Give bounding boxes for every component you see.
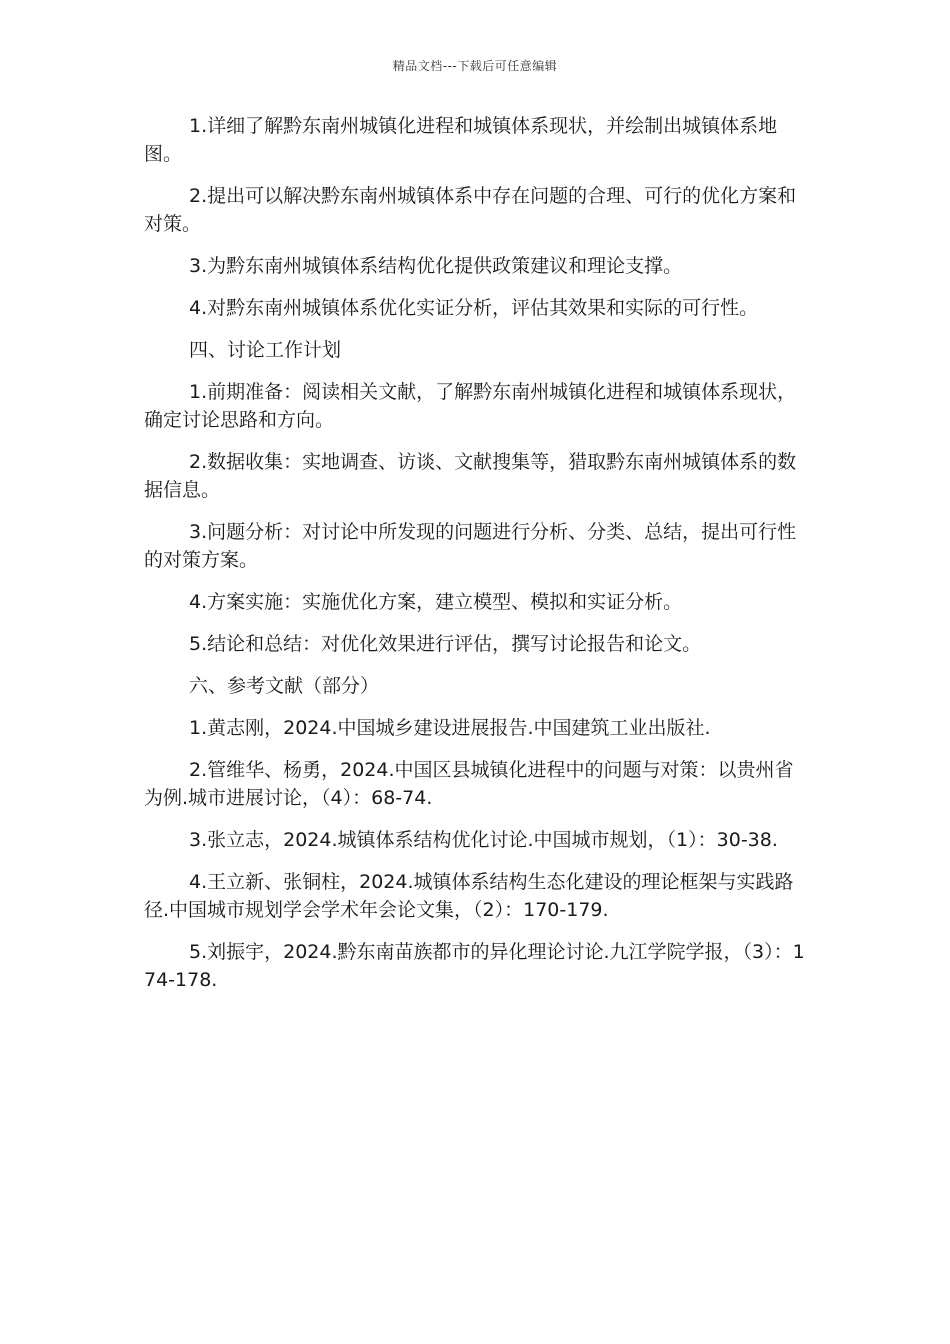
objective-2: 2.提出可以解决黔东南州城镇体系中存在问题的合理、可行的优化方案和对策。 [144, 185, 797, 235]
reference-4: 4.王立新、张铜柱，2024.城镇体系结构生态化建设的理论框架与实践路径.中国城市规划学会学术年会论文集，（2）：170-179. [144, 871, 794, 921]
plan-step-4: 4.方案实施：实施优化方案，建立模型、模拟和实证分析。 [189, 591, 683, 613]
section-heading-references: 六、参考文献（部分） [189, 675, 380, 697]
plan-step-3: 3.问题分析：对讨论中所发现的问题进行分析、分类、总结，提出可行性的对策方案。 [144, 521, 797, 571]
reference-2: 2.管维华、杨勇，2024.中国区县城镇化进程中的问题与对策：以贵州省为例.城市进展讨论，（4）：68-74. [144, 759, 794, 809]
objective-1: 1.详细了解黔东南州城镇化进程和城镇体系现状，并绘制出城镇体系地图。 [144, 115, 778, 165]
reference-5: 5.刘振宇，2024.黔东南苗族都市的异化理论讨论.九江学院学报，（3）：174-178. [144, 941, 805, 991]
objective-3: 3.为黔东南州城镇体系结构优化提供政策建议和理论支撑。 [189, 255, 683, 277]
objective-4: 4.对黔东南州城镇体系优化实证分析，评估其效果和实际的可行性。 [189, 297, 759, 319]
reference-1: 1.黄志刚，2024.中国城乡建设进展报告.中国建筑工业出版社. [189, 717, 711, 739]
plan-step-2: 2.数据收集：实地调查、访谈、文献搜集等，猎取黔东南州城镇体系的数据信息。 [144, 451, 797, 501]
plan-step-5: 5.结论和总结：对优化效果进行评估，撰写讨论报告和论文。 [189, 633, 702, 655]
page-header: 精品文档---下载后可任意编辑 [392, 59, 558, 73]
section-heading-work-plan: 四、讨论工作计划 [189, 339, 342, 361]
document-body [144, 112, 806, 1008]
plan-step-1: 1.前期准备：阅读相关文献，了解黔东南州城镇化进程和城镇体系现状，确定讨论思路和方向。 [144, 381, 797, 431]
reference-3: 3.张立志，2024.城镇体系结构优化讨论.中国城市规划，（1）：30-38. [189, 829, 778, 851]
